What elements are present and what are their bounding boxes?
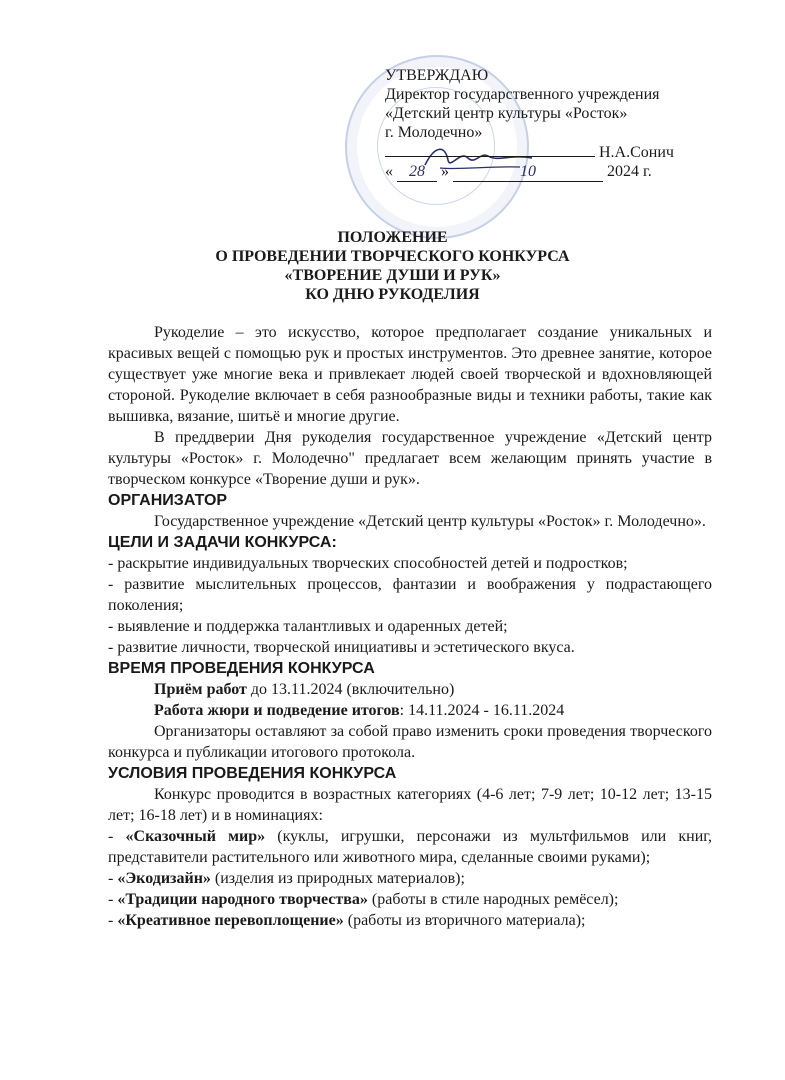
date-quote-open: « [385, 163, 393, 180]
goals-heading: ЦЕЛИ И ЗАДАЧИ КОНКУРСА: [108, 534, 337, 551]
document-title [0, 228, 785, 304]
intro-paragraph-2: В преддверии Дня рукоделия государственное учреждение «Детский центр культуры «Росток» г. Молодечно" предлагает всем желающим принять участие в творческом конкурсе «Творение души и рук». [108, 429, 712, 488]
nomination-desc: (работы из вторичного материала); [343, 912, 586, 929]
nomination-prefix: - [108, 828, 126, 845]
date-day: 28 [397, 162, 437, 182]
time-jury [108, 700, 712, 721]
approver-name: Н.А.Сонич [599, 144, 674, 161]
goal-item: - выявление и поддержка талантливых и одаренных детей; [108, 618, 508, 635]
conditions-heading: УСЛОВИЯ ПРОВЕДЕНИЯ КОНКУРСА [108, 765, 397, 782]
time-note: Организаторы оставляют за собой право изменить сроки проведения творческого конкурса и публикации итогового протокола. [108, 723, 712, 761]
time-accept [108, 679, 712, 700]
goal-item: - развитие мыслительных процессов, фантазии и воображения у подрастающего поколения; [108, 576, 712, 614]
nomination-name: «Экодизайн» [117, 870, 211, 887]
nomination-desc: (куклы, игрушки, персонажи из мультфильмов или книг, представители растительного или животного мира, сделанные своими руками); [108, 828, 713, 866]
time-accept-label: Приём работ [154, 681, 247, 698]
title-line-3: «ТВОРЕНИЕ ДУШИ И РУК» [284, 267, 501, 284]
nomination-item [108, 889, 712, 910]
nomination-prefix: - [108, 891, 118, 908]
organizer-text: Государственное учреждение «Детский центр культуры «Росток» г. Молодечно». [154, 513, 706, 530]
approval-position: Директор государственного учреждения [385, 86, 660, 103]
date-year: 2024 г. [607, 163, 652, 180]
nomination-item [108, 910, 712, 931]
title-line-4: КО ДНЮ РУКОДЕЛИЯ [305, 286, 480, 303]
time-jury-text: : 14.11.2024 - 16.11.2024 [399, 702, 565, 719]
goal-item: - раскрытие индивидуальных творческих способностей детей и подростков; [108, 555, 628, 572]
nomination-name: «Традиции народного творчества» [117, 891, 368, 908]
approval-block [385, 66, 715, 182]
approval-signature-line [385, 142, 715, 162]
nomination-desc: (работы в стиле народных ремёсел); [367, 891, 619, 908]
goal-item: - развитие личности, творческой инициативы и эстетического вкуса. [108, 639, 575, 656]
approval-heading: УТВЕРЖДАЮ [385, 67, 489, 84]
time-jury-label: Работа жюри и подведение итогов [154, 702, 400, 719]
signature-blank [385, 142, 595, 157]
time-accept-text: до 13.11.2024 (включительно) [246, 681, 455, 698]
time-heading: ВРЕМЯ ПРОВЕДЕНИЯ КОНКУРСА [108, 660, 375, 677]
date-month: 10 [453, 162, 603, 182]
approval-institution: «Детский центр культуры «Росток» [385, 105, 628, 122]
approval-date [385, 162, 715, 182]
nomination-desc: (изделия из природных материалов); [210, 870, 465, 887]
nomination-item [108, 826, 712, 868]
approval-city: г. Молодечно» [385, 124, 483, 141]
nomination-prefix: - [108, 912, 118, 929]
title-line-2: О ПРОВЕДЕНИИ ТВОРЧЕСКОГО КОНКУРСА [215, 248, 570, 265]
conditions-text: Конкурс проводится в возрастных категориях (4-6 лет; 7-9 лет; 10-12 лет; 13-15 лет; 16-18 лет) и в номинациях: [108, 786, 712, 824]
nomination-name: «Креативное перевоплощение» [117, 912, 344, 929]
nomination-item [108, 868, 712, 889]
date-quote-close: » [441, 163, 449, 180]
nomination-prefix: - [108, 870, 118, 887]
nomination-name: «Сказочный мир» [125, 828, 266, 845]
organizer-heading: ОРГАНИЗАТОР [108, 492, 228, 509]
document-body [108, 322, 712, 931]
title-line-1: ПОЛОЖЕНИЕ [337, 229, 448, 246]
intro-paragraph-1: Рукоделие – это искусство, которое предполагает создание уникальных и красивых вещей с помощью рук и простых инструментов. Это древнее занятие, которое существует уже многие века и привлекает людей своей творческой и вдохновляющей стороной. Рукоделие включает в себя разнообразные виды и техники работы, такие как вышивка, вязание, шитьё и многие другие. [108, 324, 712, 425]
